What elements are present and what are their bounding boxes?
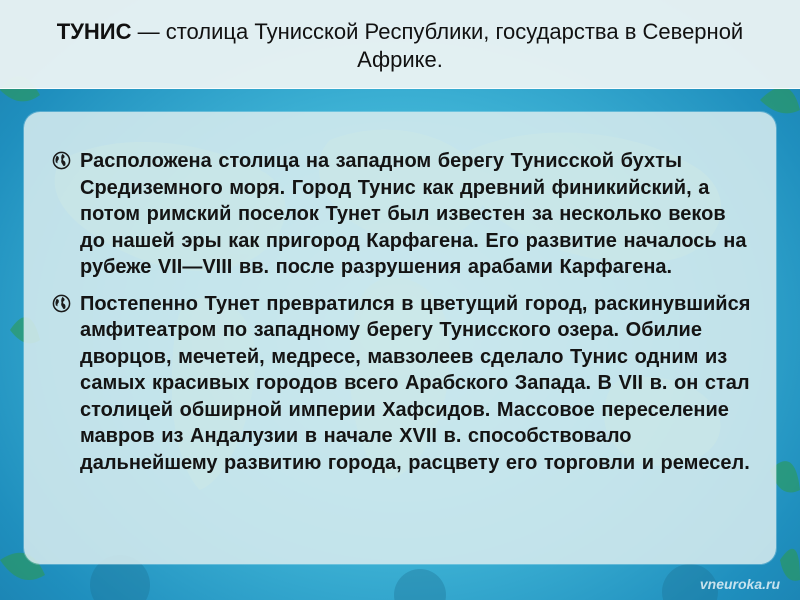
list-item <box>52 148 752 281</box>
content-card <box>24 112 776 564</box>
title-bar <box>0 0 800 89</box>
bullet-text: Постепенно Тунет превратился в цветущий город, раскинувшийся амфитеатром по западному берегу Тунисского озера. Обилие дворцов, мечетей, медресе, мавзолеев сделало Тунис одним из самых красивых городов всего Арабского Запада. В VII в. он стал столицей обширной империи Хафсидов. Массовое переселение мавров из Андалузии в начале XVII в. способствовало дальнейшему развитию города, расцвету его торговли и ремесел. <box>80 292 751 474</box>
watermark: vneuroka.ru <box>699 576 780 592</box>
bullet-text: Расположена столица на западном берегу Тунисской бухты Средиземного моря. Город Тунис как древний финикийский, а потом римский поселок Тунет был известен за несколько веков до нашей эры как пригород Карфагена. Его развитие началось на рубеже VII—VIII вв. после разрушения арабами Карфагена. <box>80 150 747 278</box>
globe-icon <box>52 151 71 170</box>
bullet-list <box>52 148 752 486</box>
globe-icon <box>52 294 71 313</box>
title-rest: — столица Тунисской Республики, государства в Северной Африке. <box>131 19 744 72</box>
list-item <box>52 291 752 477</box>
title-bold: ТУНИС <box>56 19 132 44</box>
page-title <box>40 18 760 74</box>
